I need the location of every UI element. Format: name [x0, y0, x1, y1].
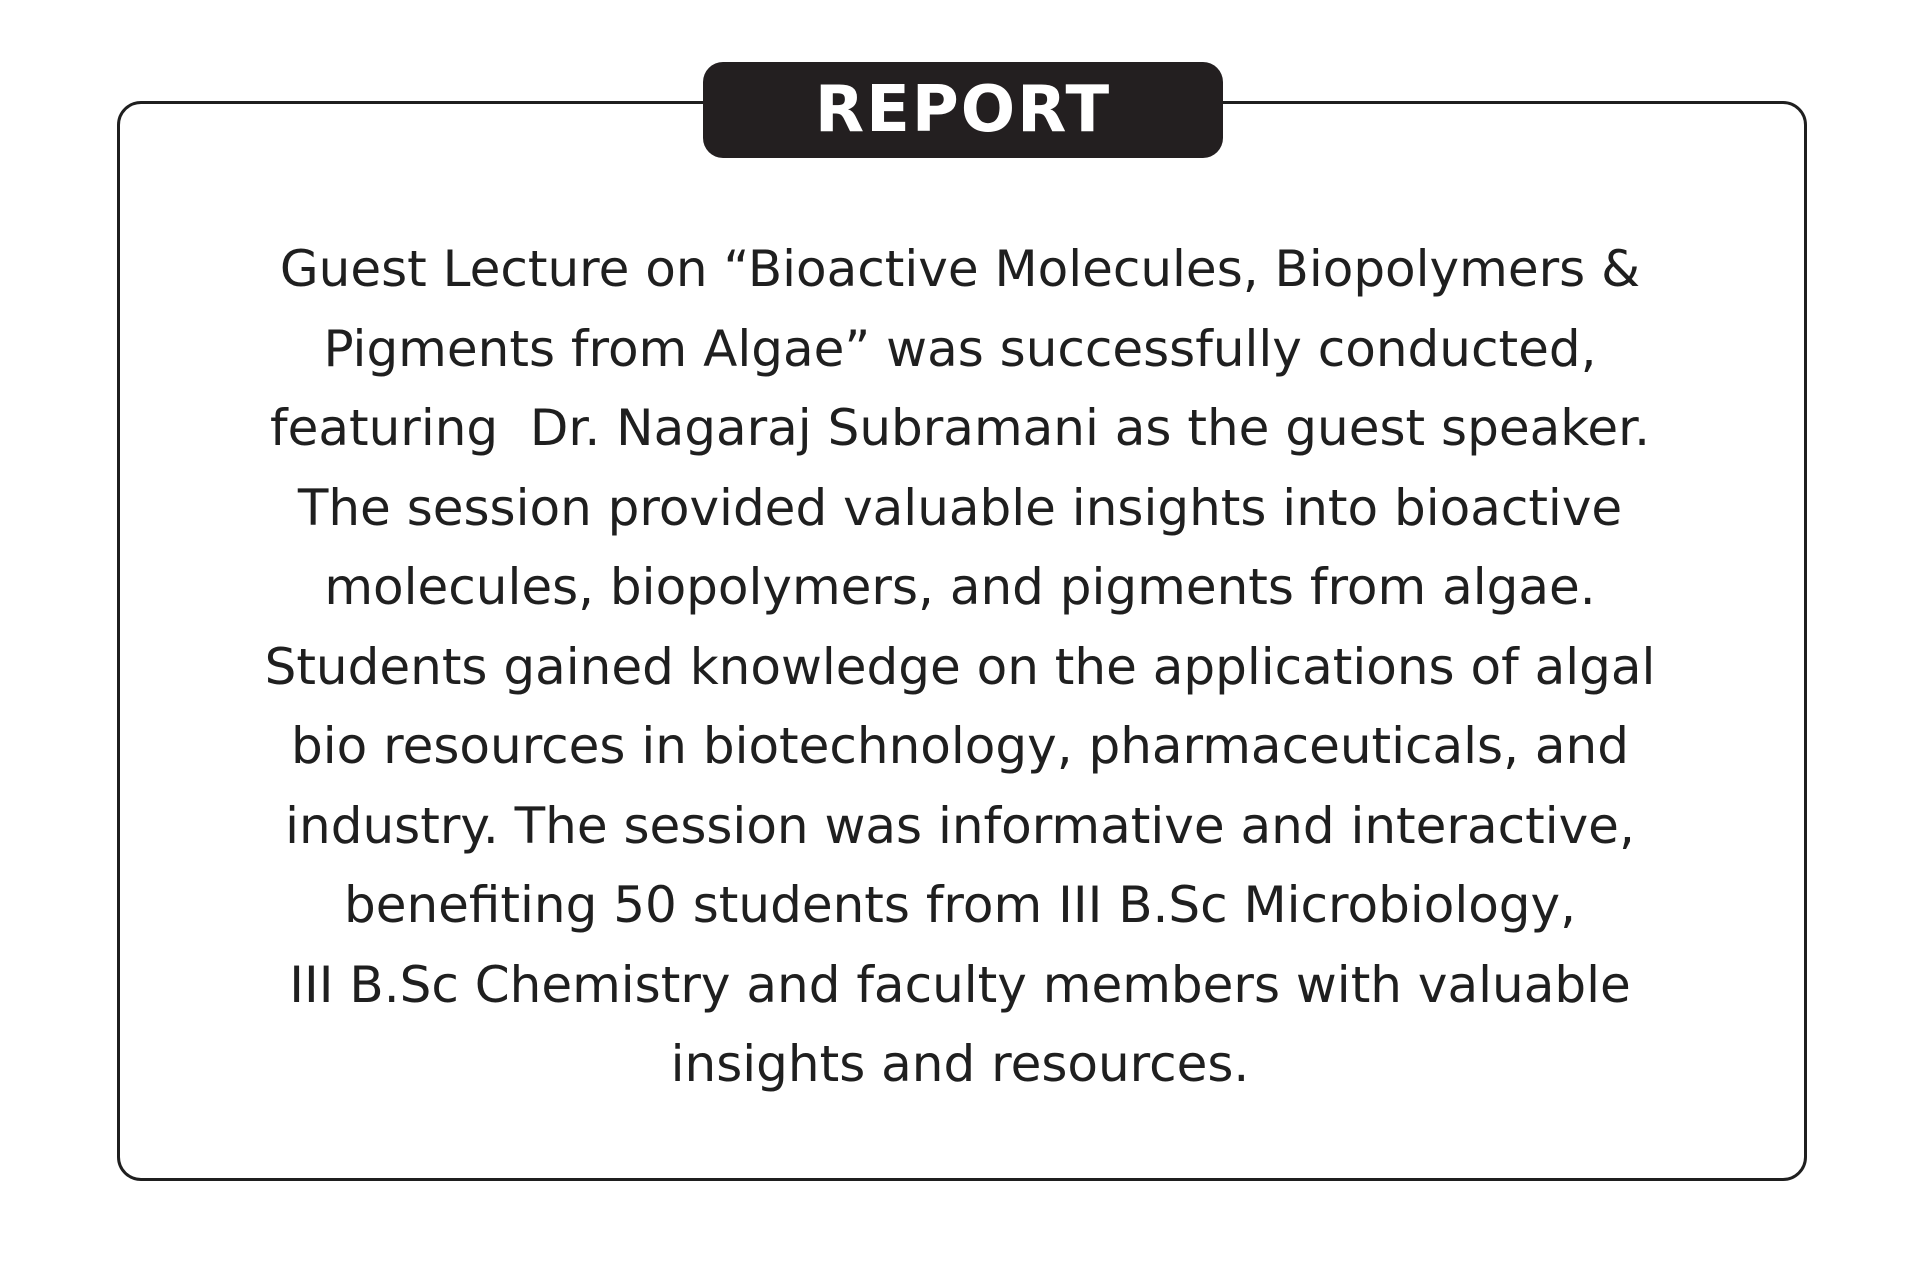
report-body [150, 230, 1770, 1105]
report-line: III B.Sc Chemistry and faculty members with valuable [289, 955, 1631, 1014]
report-line: Pigments from Algae” was successfully conducted, [323, 319, 1597, 378]
report-line: bio resources in biotechnology, pharmaceuticals, and [291, 717, 1629, 775]
report-line: The session provided valuable insights into bioactive [297, 478, 1623, 537]
report-title-badge: REPORT [703, 62, 1223, 158]
report-line: insights and resources. [670, 1035, 1250, 1093]
report-line: industry. The session was informative and interactive, [285, 796, 1635, 855]
report-line: molecules, biopolymers, and pigments from algae. [324, 558, 1596, 616]
report-line: featuring Dr. Nagaraj Subramani as the guest speaker. [269, 399, 1651, 457]
report-line: Students gained knowledge on the applications of algal [264, 637, 1656, 696]
report-line: Guest Lecture on “Bioactive Molecules, Biopolymers & [279, 240, 1641, 298]
report-line: benefiting 50 students from III B.Sc Microbiology, [343, 876, 1577, 934]
